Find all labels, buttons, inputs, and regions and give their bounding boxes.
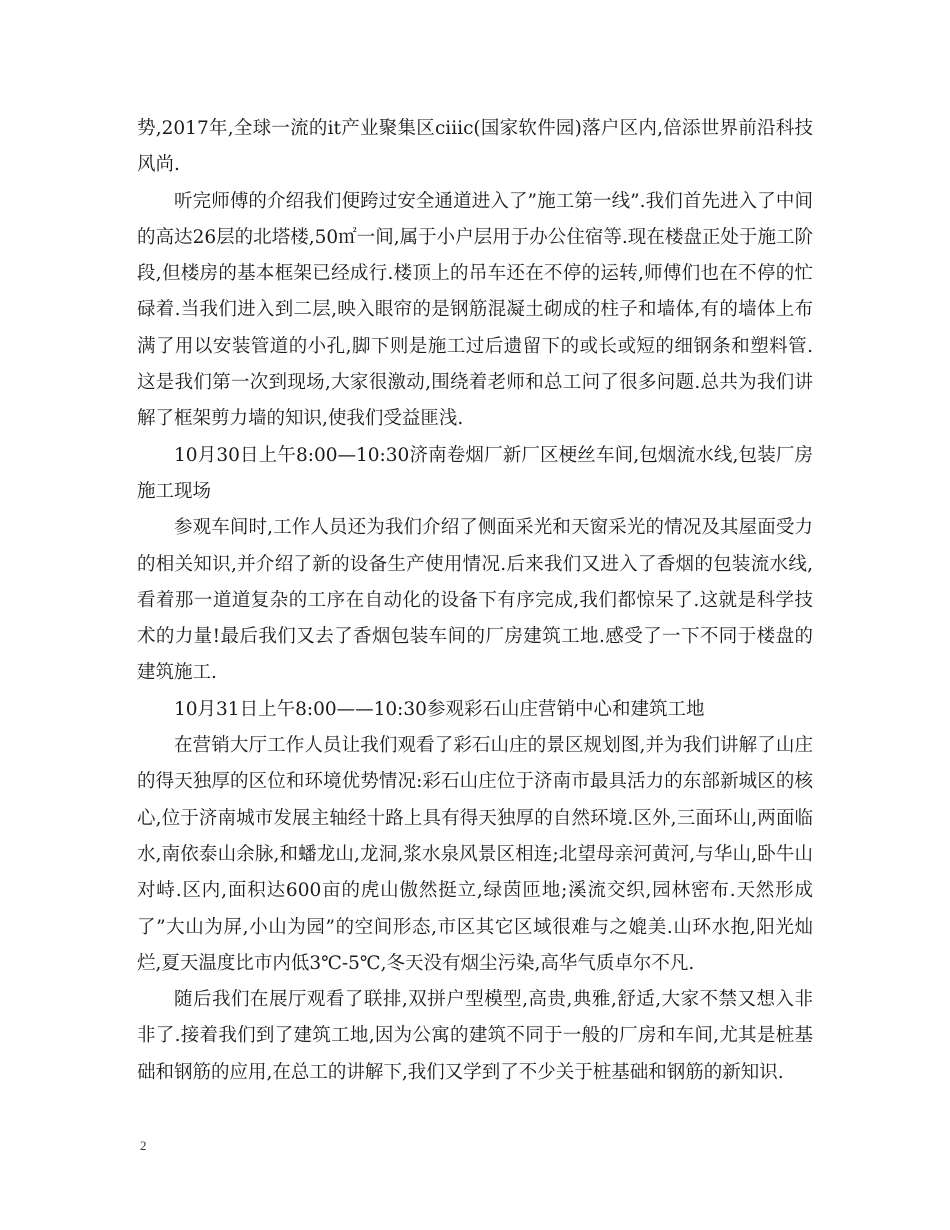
paragraph-2: 听完师傅的介绍我们便跨过安全通道进入了”施工第一线”.我们首先进入了中间的高达26层的北塔楼,50㎡一间,属于小户层用于办公住宿等.现在楼盘正处于施工阶段,但楼房的基本框架已经成行.楼顶上的吊车还在不停的运转,师傅们也在不停的忙碌着.当我们进入到二层,映入眼帘的是钢筋混凝土砌成的柱子和墙体,有的墙体上布满了用以安装管道的小孔,脚下则是施工过后遗留下的或长或短的细钢条和塑料管.这是我们第一次到现场,大家很激动,围绕着老师和总工问了很多问题.总共为我们讲解了框架剪力墙的知识,使我们受益匪浅. (137, 190, 813, 430)
paragraph-3-heading-oct30: 10月30日上午8:00—10:30济南卷烟厂新厂区梗丝车间,包烟流水线,包装厂房施工现场 (137, 444, 813, 502)
paragraph-6: 在营销大厅工作人员让我们观看了彩石山庄的景区规划图,并为我们讲解了山庄的得天独厚的区位和环境优势情况:彩石山庄位于济南市最具活力的东部新城区的核心,位于济南城市发展主轴经十路上具有得天独厚的自然环境.区外,三面环山,两面临水,南依泰山余脉,和蟠龙山,龙洞,浆水泉风景区相连;北望母亲河黄河,与华山,卧牛山对峙.区内,面积达600亩的虎山傲然挺立,绿茵匝地;溪流交织,园林密布.天然形成了”大山为屏,小山为园”的空间形态,市区其它区域很难与之媲美.山环水抱,阳光灿烂,夏天温度比市内低3℃-5℃,冬天没有烟尘污染,高华气质卓尔不凡. (137, 735, 813, 974)
paragraph-7: 随后我们在展厅观看了联排,双拼户型模型,高贵,典雅,舒适,大家不禁又想入非非了.接着我们到了建筑工地,因为公寓的建筑不同于一般的厂房和车间,尤其是桩基础和钢筋的应用,在总工的讲解下,我们又学到了不少关于桩基础和钢筋的新知识. (137, 989, 813, 1083)
paragraph-1: 势,2017年,全球一流的it产业聚集区ciiic(国家软件园)落户区内,倍添世界前沿科技风尚. (137, 118, 813, 176)
paragraph-4: 参观车间时,工作人员还为我们介绍了侧面采光和天窗采光的情况及其屋面受力的相关知识,并介绍了新的设备生产使用情况.后来我们又进入了香烟的包装流水线,看着那一道道复杂的工序在自动化的设备下有序完成,我们都惊呆了.这就是科学技术的力量!最后我们又去了香烟包装车间的厂房建筑工地.感受了一下不同于楼盘的建筑施工. (137, 517, 813, 684)
page-number: 2 (140, 1138, 147, 1153)
document-body (137, 111, 813, 1091)
paragraph-5-heading-oct31: 10月31日上午8:00——10:30参观彩石山庄营销中心和建筑工地 (174, 698, 705, 720)
